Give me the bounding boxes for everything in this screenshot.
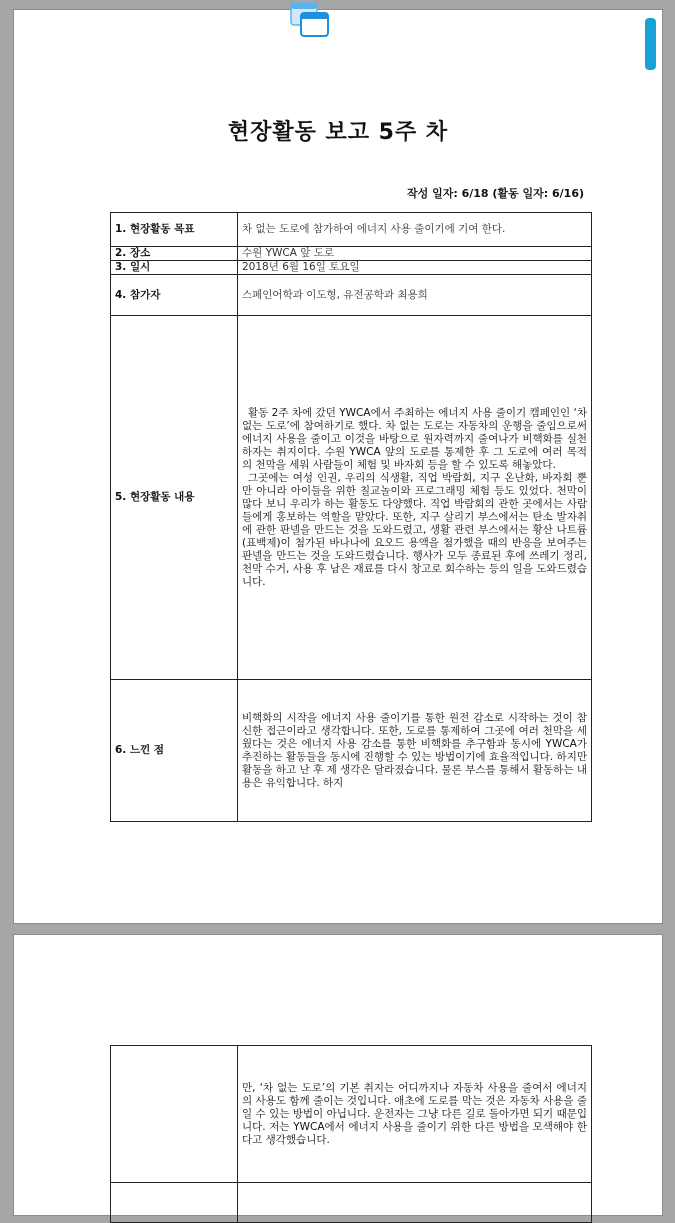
scrollbar-thumb[interactable] xyxy=(645,18,656,70)
report-table-continued xyxy=(110,1045,592,1223)
empty-label-cell xyxy=(111,1046,238,1183)
table-row xyxy=(111,275,592,316)
window-icon[interactable] xyxy=(290,2,330,38)
content-label: 5. 현장활동 내용 xyxy=(111,316,238,680)
participants-label: 4. 참가자 xyxy=(111,275,238,316)
table-row xyxy=(111,213,592,247)
report-table xyxy=(110,212,592,822)
goal-value: 차 없는 도로에 참가하여 에너지 사용 줄이기에 기여 한다. xyxy=(238,213,592,247)
table-row xyxy=(111,247,592,261)
feelings-body: 비핵화의 시작을 에너지 사용 줄이기를 통한 원전 감소로 시작하는 것이 참신한 접근이라고 생각합니다. 또한, 도로를 통제하여 그곳에 여러 천막을 세웠다는 것은 에너지 사용 감소를 통한 비핵화를 추구함과 동시에 YWCA가 추진하는 활동들을 동시에 진행할 수 있는 방법이기에 효율적입니다. 하지만 활동을 하고 난 후 제 생각은 달라졌습니다. 물론 부스를 통해서 활동하는 내용은 유익합니다. 하지 xyxy=(238,680,592,822)
document-page-2 xyxy=(14,935,662,1215)
table-row xyxy=(111,1183,592,1223)
document-page-1 xyxy=(14,10,662,923)
content-paragraph-2: 그곳에는 여성 인권, 우리의 식생활, 직업 박람회, 지구 온난화, 바자회 뿐만 아니라 아이들을 위한 칠교놀이와 프로그래밍 체험 등도 있었다. 천막이 많다 보니 우리가 하는 활동도 다양했다. 직업 박람회의 관한 곳에서는 사람들에게 홍보하는 역할을 맡았다. 또한, 지구 살리기 부스에서는 탄소 발자취에 관한 판넬을 만드는 것을 도와드렸고, 생활 관련 부스에서는 황산 나트륨(표백제)이 첨가된 바나나에 요오드 용액을 첨가했을 때의 반응을 보여주는 판넬을 만드는 것을 도와드렸습니다. 행사가 모두 종료된 후에 쓰레기 정리, 천막 수거, 사용 후 남은 재료를 다시 창고로 회수하는 등의 일을 도와드렸습니다. xyxy=(242,471,587,588)
table-row xyxy=(111,261,592,275)
goal-label: 1. 현장활동 목표 xyxy=(111,213,238,247)
empty-value-cell xyxy=(238,1183,592,1223)
place-label: 2. 장소 xyxy=(111,247,238,261)
empty-label-cell xyxy=(111,1183,238,1223)
participants-value: 스페인어학과 이도형, 유전공학과 최용희 xyxy=(238,275,592,316)
feelings-body-continued: 만, ‘차 없는 도로’의 기본 취지는 어디까지나 자동차 사용을 줄여서 에너지의 사용도 함께 줄이는 것입니다. 애초에 도로를 막는 것은 자동차 사용을 줄일 수 있는 방법이 아닙니다. 운전자는 그냥 다른 길로 돌아가면 되기 때문입니다. 저는 YWCA에서 에너지 사용을 줄이기 위한 다른 방법을 모색해야 한다고 생각했습니다. xyxy=(238,1046,592,1183)
table-row xyxy=(111,316,592,680)
place-value: 수원 YWCA 앞 도로 xyxy=(238,247,592,261)
page-title: 현장활동 보고 5주 차 xyxy=(227,120,449,145)
content-paragraph-1: 활동 2주 차에 갔던 YWCA에서 주최하는 에너지 사용 줄이기 캠페인인 ‘차 없는 도로’에 참여하기로 했다. 차 없는 도로는 자동차의 운행을 줄임으로써 에너지 사용을 줄이고 이것을 바탕으로 원자력까지 줄여나가 비핵화를 실천하자는 취지이다. 수원 YWCA 앞의 도로를 통제한 후 그 도로에 여러 목적의 천막을 세워 사람들이 체험 및 바자회 등을 할 수 있도록 해놓았다. xyxy=(242,406,587,471)
feelings-label: 6. 느낀 점 xyxy=(111,680,238,822)
datetime-value: 2018년 6월 16일 토요일 xyxy=(238,261,592,275)
table-row xyxy=(111,1046,592,1183)
content-body xyxy=(238,316,592,680)
datetime-label: 3. 일시 xyxy=(111,261,238,275)
table-row xyxy=(111,680,592,822)
report-date: 작성 일자: 6/18 (활동 일자: 6/16) xyxy=(407,187,584,200)
